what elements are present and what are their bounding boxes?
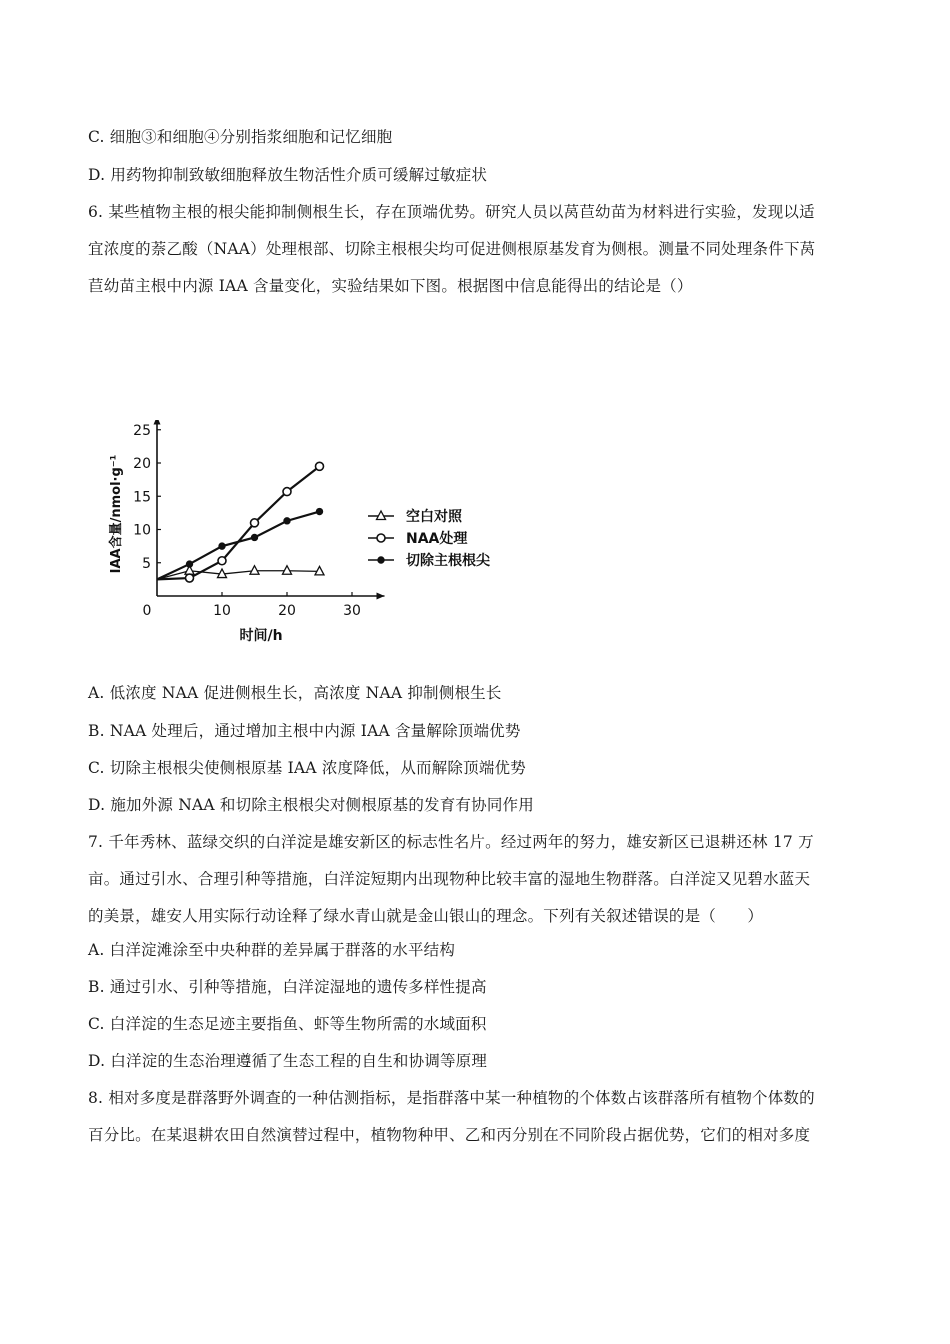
data-point-1-3 xyxy=(251,519,259,527)
data-point-2-3 xyxy=(251,534,257,540)
data-point-0-4 xyxy=(283,566,292,575)
legend-marker xyxy=(378,557,384,563)
data-point-2-2 xyxy=(219,543,225,549)
y-axis-arrow xyxy=(154,420,161,424)
series-line-2 xyxy=(157,512,320,580)
data-point-1-5 xyxy=(316,462,324,470)
q6-option-b: B. NAA 处理后，通过增加主根中内源 IAA 含量解除顶端优势 xyxy=(88,722,521,740)
q7-stem-line-1: 7. 千年秀林、蓝绿交织的白洋淀是雄安新区的标志性名片。经过两年的努力，雄安新区已退耕还林 17 万 xyxy=(88,833,814,851)
data-point-0-3 xyxy=(250,566,259,575)
data-point-2-1 xyxy=(186,561,192,567)
data-point-1-2 xyxy=(218,557,226,565)
x-tick-label: 10 xyxy=(213,603,231,619)
q7-option-b: B. 通过引水、引种等措施，白洋淀湿地的遗传多样性提高 xyxy=(88,978,487,996)
q7-option-d: D. 白洋淀的生态治理遵循了生态工程的自生和协调等原理 xyxy=(88,1052,488,1070)
q7-stem-line-2: 亩。通过引水、合理引种等措施，白洋淀短期内出现物种比较丰富的湿地生物群落。白洋淀又见碧水蓝天 xyxy=(88,870,811,888)
legend-label: 空白对照 xyxy=(406,509,462,525)
data-point-1-1 xyxy=(186,574,194,582)
data-point-2-5 xyxy=(316,508,322,514)
series-line-1 xyxy=(157,466,320,579)
q7-option-c: C. 白洋淀的生态足迹主要指鱼、虾等生物所需的水域面积 xyxy=(88,1015,487,1033)
data-point-1-4 xyxy=(283,488,291,496)
y-tick-label: 20 xyxy=(133,456,151,472)
x-axis-arrow xyxy=(377,593,385,600)
q6-option-a: A. 低浓度 NAA 促进侧根生长，高浓度 NAA 抑制侧根生长 xyxy=(88,684,502,702)
q6-stem-line-1: 6. 某些植物主根的根尖能抑制侧根生长，存在顶端优势。研究人员以莴苣幼苗为材料进行实验，发现以适 xyxy=(88,203,815,221)
q8-stem-line-2: 百分比。在某退耕农田自然演替过程中，植物物种甲、乙和丙分别在不同阶段占据优势，它们的相对多度 xyxy=(88,1126,811,1144)
legend-label: 切除主根根尖 xyxy=(406,553,490,569)
q6-stem-line-3: 苣幼苗主根中内源 IAA 含量变化，实验结果如下图。根据图中信息能得出的结论是（） xyxy=(88,277,693,295)
q8-stem-line-1: 8. 相对多度是群落野外调查的一种估测指标，是指群落中某一种植物的个体数占该群落所有植物个体数的 xyxy=(88,1089,815,1107)
iaa-content-chart xyxy=(100,420,520,670)
y-axis-label: IAA含量/nmol·g⁻¹ xyxy=(109,454,124,574)
origin-label: 0 xyxy=(142,603,152,619)
data-point-0-5 xyxy=(315,566,324,575)
q5-option-c: C. 细胞③和细胞④分别指浆细胞和记忆细胞 xyxy=(88,128,393,146)
y-tick-label: 25 xyxy=(133,422,151,439)
x-tick-label: 30 xyxy=(343,603,361,619)
q5-option-d: D. 用药物抑制致敏细胞释放生物活性介质可缓解过敏症状 xyxy=(88,166,488,184)
q6-option-c: C. 切除主根根尖使侧根原基 IAA 浓度降低，从而解除顶端优势 xyxy=(88,759,526,777)
x-axis-label: 时间/h xyxy=(239,628,283,644)
q7-option-a: A. 白洋淀滩涂至中央种群的差异属于群落的水平结构 xyxy=(88,941,456,959)
y-tick-label: 5 xyxy=(142,555,151,572)
y-tick-label: 10 xyxy=(133,522,151,539)
q6-option-d: D. 施加外源 NAA 和切除主根根尖对侧根原基的发育有协同作用 xyxy=(88,796,534,814)
q6-stem-line-2: 宜浓度的萘乙酸（NAA）处理根部、切除主根根尖均可促进侧根原基发育为侧根。测量不同处理条件下莴 xyxy=(88,240,816,258)
data-point-2-4 xyxy=(284,518,290,524)
y-tick-label: 15 xyxy=(133,489,151,506)
x-tick-label: 20 xyxy=(278,603,296,619)
legend-marker xyxy=(377,534,385,542)
legend-label: NAA处理 xyxy=(406,531,468,547)
q7-stem-line-3: 的美景，雄安人用实际行动诠释了绿水青山就是金山银山的理念。下列有关叙述错误的是（ ） xyxy=(88,907,764,925)
